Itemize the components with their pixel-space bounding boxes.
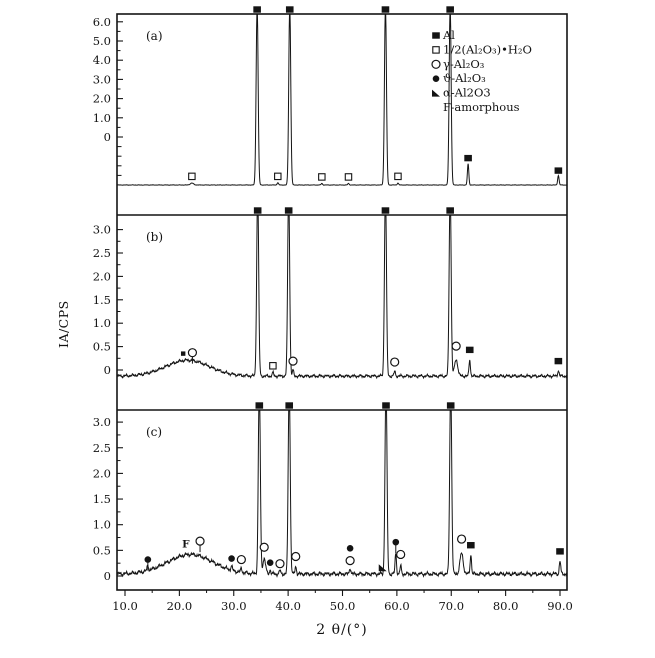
open-square-icon	[433, 47, 439, 53]
x-tick-label: 90.0	[547, 599, 573, 613]
filled-square-icon	[254, 207, 262, 213]
y-tick-label: 1.0	[92, 517, 111, 532]
xrd-curve-c	[117, 411, 567, 576]
amorphous-F-label: F	[182, 538, 190, 551]
y-tick-label: 2.5	[92, 440, 111, 455]
open-circle-icon	[458, 535, 466, 543]
filled-circle-icon	[347, 545, 354, 552]
filled-square-icon	[181, 351, 185, 355]
panel-label: (c)	[146, 425, 163, 439]
open-circle-icon	[188, 349, 196, 357]
y-tick-label: 0	[103, 130, 111, 144]
filled-circle-icon	[145, 556, 152, 563]
open-circle-icon	[432, 60, 440, 68]
y-tick-label: 0	[103, 569, 111, 583]
y-axis-label: IA/CPS	[56, 300, 71, 348]
filled-square-icon	[447, 402, 455, 408]
x-tick-label: 40.0	[275, 599, 301, 613]
y-tick-label: 3.0	[92, 72, 111, 87]
y-tick-label: 4.0	[92, 53, 111, 68]
open-circle-icon	[452, 342, 460, 350]
open-square-icon	[345, 174, 351, 180]
x-tick-label: 10.0	[112, 599, 138, 613]
x-tick-label: 20.0	[166, 599, 193, 613]
open-circle-icon	[260, 543, 268, 551]
legend-item-label: 1/2(Al₂O₃)•H₂O	[443, 42, 532, 57]
filled-square-icon	[285, 402, 293, 408]
filled-triangle-icon	[432, 90, 440, 97]
x-tick-label: 80.0	[492, 599, 519, 613]
x-tick-label: 60.0	[384, 599, 410, 613]
filled-circle-icon	[228, 555, 235, 562]
open-square-icon	[270, 363, 276, 369]
filled-square-icon	[286, 6, 294, 12]
x-tick-label: 70.0	[438, 599, 465, 613]
filled-square-icon	[555, 358, 563, 364]
filled-square-icon	[466, 347, 474, 353]
filled-triangle-icon	[379, 564, 387, 571]
filled-circle-icon	[267, 559, 274, 566]
y-tick-label: 0.5	[92, 339, 111, 354]
open-square-icon	[319, 174, 325, 180]
y-tick-label: 2.0	[92, 466, 111, 481]
filled-square-icon	[464, 155, 472, 161]
y-tick-label: 1.0	[92, 110, 111, 125]
x-tick-label: 50.0	[329, 599, 356, 613]
filled-square-icon	[555, 167, 563, 173]
y-tick-label: 5.0	[92, 34, 111, 48]
y-tick-label: 2.5	[92, 246, 111, 260]
open-square-icon	[395, 173, 401, 179]
filled-square-icon	[432, 32, 440, 38]
y-tick-label: 0.5	[92, 543, 111, 558]
filled-square-icon	[446, 207, 454, 213]
y-tick-label: 6.0	[92, 14, 111, 29]
filled-square-icon	[382, 402, 390, 408]
filled-circle-icon	[392, 539, 399, 546]
y-tick-label: 0	[103, 363, 111, 377]
legend-item-label: γ-Al₂O₃	[443, 56, 485, 71]
legend-item-label: α-Al2O3	[443, 85, 491, 100]
y-tick-label: 2.0	[92, 91, 111, 106]
open-square-icon	[275, 173, 281, 179]
panel-label: (b)	[146, 230, 164, 244]
open-circle-icon	[237, 556, 245, 564]
open-circle-icon	[292, 553, 300, 561]
filled-square-icon	[382, 6, 390, 12]
open-circle-icon	[196, 537, 204, 545]
open-square-icon	[189, 173, 195, 179]
legend-item-label: F-amorphous	[443, 100, 520, 114]
legend-item-label: Al	[443, 28, 455, 42]
y-tick-label: 1.0	[92, 316, 111, 331]
open-circle-icon	[276, 560, 284, 568]
legend-item-label: ϑ-Al₂O₃	[443, 71, 486, 86]
panel-label: (a)	[146, 29, 163, 43]
filled-square-icon	[253, 6, 261, 12]
filled-square-icon	[285, 207, 293, 213]
filled-square-icon	[446, 6, 454, 12]
filled-square-icon	[256, 402, 264, 408]
y-tick-label: 1.5	[92, 492, 111, 507]
open-circle-icon	[346, 557, 354, 565]
y-tick-label: 3.0	[92, 415, 111, 430]
y-tick-label: 2.0	[92, 269, 111, 284]
y-tick-label: 3.0	[92, 222, 111, 237]
x-axis-label: 2 θ/(°)	[316, 622, 368, 638]
x-tick-label: 30.0	[220, 599, 247, 613]
filled-square-icon	[467, 542, 475, 548]
open-circle-icon	[397, 550, 405, 558]
filled-circle-icon	[433, 75, 440, 82]
open-circle-icon	[289, 357, 297, 365]
y-tick-label: 1.5	[92, 292, 111, 307]
filled-square-icon	[556, 548, 564, 554]
filled-square-icon	[382, 207, 390, 213]
open-circle-icon	[391, 358, 399, 366]
